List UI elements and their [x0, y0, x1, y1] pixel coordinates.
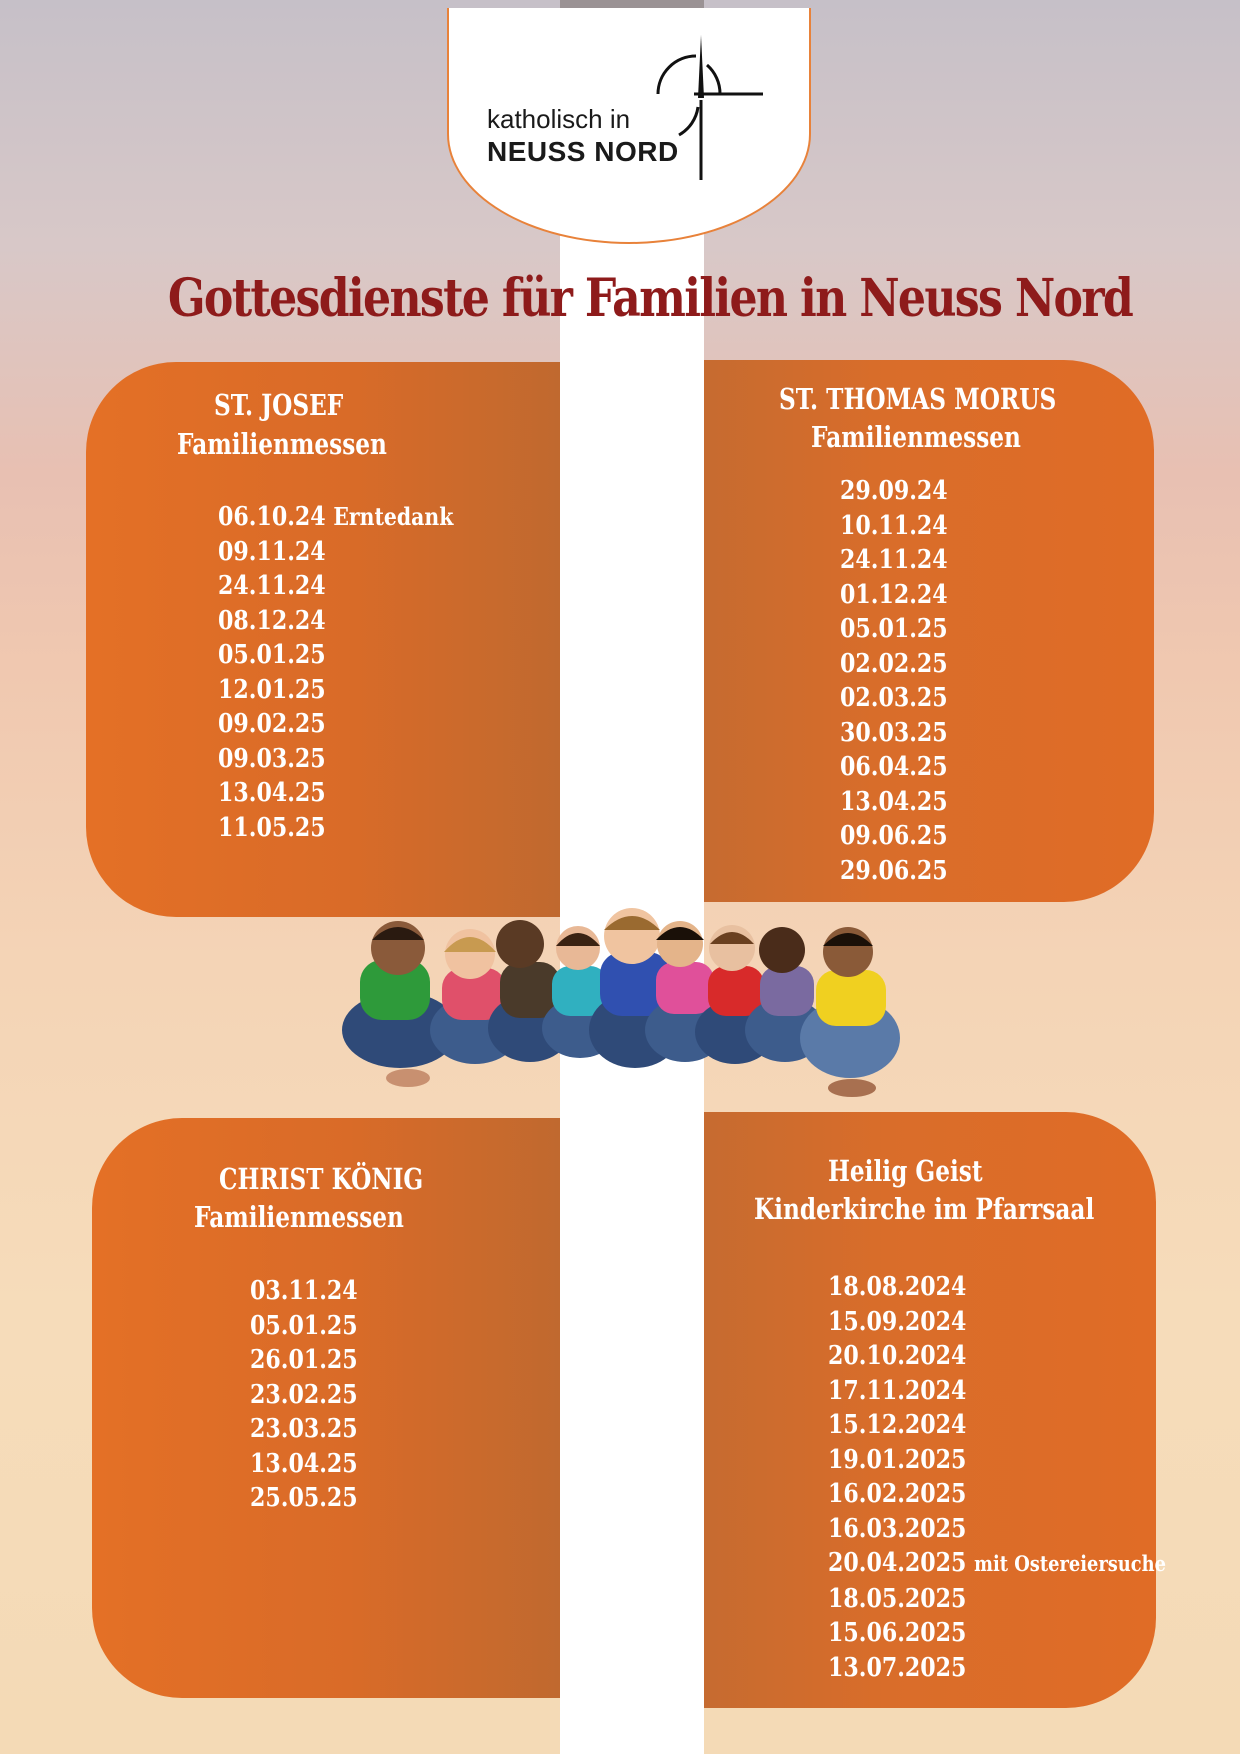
date-item [828, 1477, 1166, 1512]
date-item [218, 638, 453, 673]
panel-title-line2: Familienmessen [177, 427, 387, 461]
date-item [218, 535, 453, 570]
date-value: 16.03.2025 [828, 1513, 967, 1544]
date-item [218, 776, 453, 811]
date-value: 08.12.24 [218, 605, 326, 636]
date-item [840, 681, 948, 716]
date-value: 02.03.25 [840, 683, 948, 713]
date-value: 09.11.24 [218, 536, 326, 567]
date-list [218, 500, 453, 845]
date-value: 09.03.25 [218, 743, 326, 774]
page-title: Gottesdienste für Familien in Neuss Nord [167, 268, 1133, 329]
date-item [828, 1374, 1166, 1409]
panel-title-line1: Heilig Geist [828, 1154, 983, 1188]
date-list [250, 1274, 358, 1516]
child-1 [342, 921, 458, 1087]
date-item [250, 1412, 358, 1447]
date-value: 13.07.2025 [828, 1652, 967, 1683]
date-item [828, 1270, 1166, 1305]
date-list [840, 474, 948, 888]
panel-st-thomas-morus [704, 360, 1154, 902]
date-item [250, 1378, 358, 1413]
date-value: 02.02.25 [840, 648, 948, 679]
date-value: 09.02.25 [218, 709, 326, 739]
date-note: mit Ostereiersuche [974, 1551, 1166, 1576]
date-value: 23.02.25 [250, 1379, 358, 1410]
date-item [218, 604, 453, 639]
date-value: 30.03.25 [840, 717, 948, 748]
date-item [840, 750, 948, 785]
date-value: 19.01.2025 [828, 1444, 967, 1475]
date-value: 15.09.2024 [828, 1306, 967, 1337]
date-item [250, 1481, 358, 1516]
date-value: 15.12.2024 [828, 1410, 967, 1440]
date-item [250, 1309, 358, 1344]
date-value: 05.01.25 [250, 1310, 358, 1341]
child-9 [800, 927, 900, 1097]
date-value: 03.11.24 [250, 1276, 358, 1306]
date-item [250, 1447, 358, 1482]
parish-logo [447, 8, 811, 244]
date-item [828, 1512, 1166, 1547]
center-pillar [560, 0, 704, 1754]
panel-christ-koenig [92, 1118, 560, 1698]
date-item [840, 854, 948, 889]
date-value: 24.11.24 [840, 545, 948, 575]
date-value: 10.11.24 [840, 510, 948, 541]
logo-text-line1: katholisch in [487, 104, 631, 134]
date-note: Erntedank [333, 502, 454, 531]
date-value: 17.11.2024 [828, 1375, 967, 1406]
date-item [828, 1305, 1166, 1340]
date-value: 15.06.2025 [828, 1618, 967, 1648]
date-item [828, 1651, 1166, 1686]
date-value: 01.12.24 [840, 579, 948, 610]
date-value: 09.06.25 [840, 821, 948, 851]
date-item [840, 819, 948, 854]
date-item [218, 742, 453, 777]
date-value: 23.03.25 [250, 1414, 358, 1444]
date-item [828, 1443, 1166, 1478]
date-item [828, 1339, 1166, 1374]
panel-title-line1: CHRIST KÖNIG [219, 1162, 424, 1196]
date-item [828, 1408, 1166, 1443]
date-item [218, 707, 453, 742]
date-item [828, 1582, 1166, 1617]
date-value: 29.09.24 [840, 476, 948, 506]
date-item [840, 716, 948, 751]
panel-title-line1: ST. JOSEF [214, 388, 344, 422]
date-value: 13.04.25 [250, 1448, 358, 1479]
date-value: 24.11.24 [218, 571, 326, 601]
date-item [840, 509, 948, 544]
date-value: 12.01.25 [218, 674, 326, 705]
panel-title-line2: Familienmessen [194, 1200, 404, 1234]
date-item [840, 543, 948, 578]
panel-st-josef [86, 362, 560, 917]
date-item [840, 474, 948, 509]
date-item [840, 612, 948, 647]
date-value: 11.05.25 [218, 812, 326, 843]
date-value: 13.04.25 [840, 786, 948, 817]
logo-text-line2: NEUSS NORD [487, 136, 679, 167]
date-value: 05.01.25 [840, 614, 948, 644]
date-item [840, 578, 948, 613]
date-value: 06.10.24 [218, 502, 326, 532]
panel-title-line1: ST. THOMAS MORUS [779, 382, 1057, 416]
date-item [250, 1274, 358, 1309]
date-item [840, 647, 948, 682]
date-list [828, 1270, 1166, 1685]
date-value: 05.01.25 [218, 640, 326, 670]
panel-title-line2: Kinderkirche im Pfarrsaal [754, 1192, 1095, 1226]
date-value: 18.08.2024 [828, 1272, 967, 1302]
date-value: 25.05.25 [250, 1483, 358, 1513]
date-value: 20.10.2024 [828, 1341, 967, 1371]
date-item [250, 1343, 358, 1378]
date-value: 20.04.2025 [828, 1548, 967, 1578]
date-item [218, 811, 453, 846]
date-item [828, 1616, 1166, 1651]
date-value: 29.06.25 [840, 855, 948, 886]
children-group-image [320, 900, 920, 1130]
date-value: 18.05.2025 [828, 1583, 967, 1614]
date-item [828, 1546, 1166, 1582]
date-item [218, 569, 453, 604]
date-value: 26.01.25 [250, 1345, 358, 1375]
date-item [840, 785, 948, 820]
date-value: 13.04.25 [218, 778, 326, 808]
panel-heilig-geist [704, 1112, 1166, 1708]
date-item [218, 500, 453, 535]
panel-title-line2: Familienmessen [811, 420, 1021, 454]
date-value: 06.04.25 [840, 752, 948, 782]
date-item [218, 673, 453, 708]
date-value: 16.02.2025 [828, 1479, 967, 1509]
